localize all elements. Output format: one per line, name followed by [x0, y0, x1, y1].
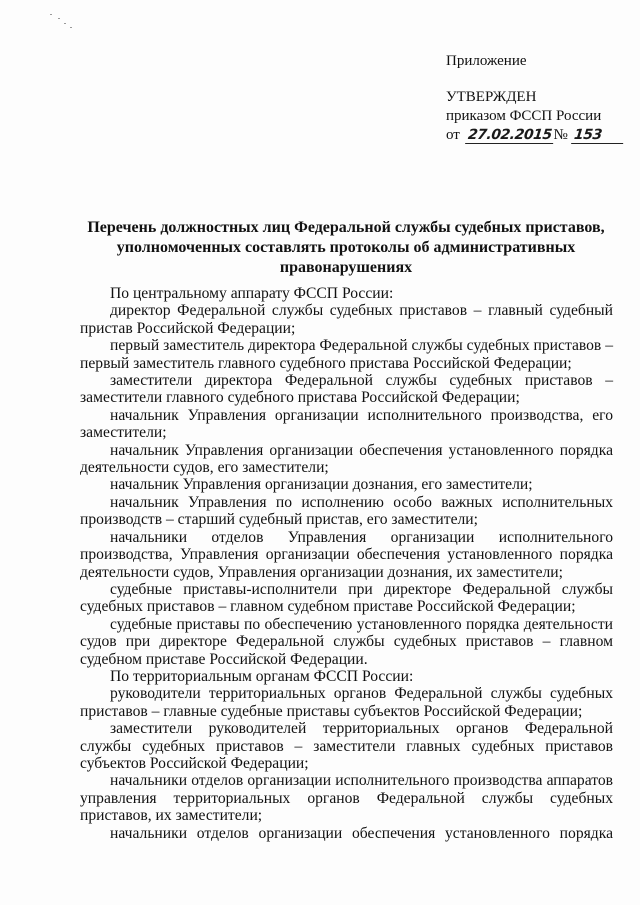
list-item: судебные приставы-исполнители при директоре Федеральной службы судебных приставов – главном судебном приставе Российской Федерации; — [80, 580, 613, 616]
date-prefix: от — [446, 127, 460, 143]
section-heading: По центральному аппарату ФССП России: — [110, 285, 394, 302]
list-item: начальники отделов организации исполнительного производства аппаратов управления территориальных органов Федеральной службы судебных приставов, их заместители; — [80, 772, 613, 825]
handwritten-number: 153 — [571, 127, 625, 144]
list-item: заместители директора Федеральной службы судебных приставов – заместители главного судебного пристава Российской Федерации; — [80, 372, 613, 407]
list-item: первый заместитель директора Федеральной службы судебных приставов – первый заместитель главного судебного пристава Российской Федерации; — [80, 337, 613, 372]
list-item: начальник Управления организации обеспечения установленного порядка деятельности судов, его заместители; — [80, 441, 613, 477]
section-heading: По территориальным органам ФССП России: — [110, 667, 414, 685]
scan-artifact — [50, 14, 80, 34]
list-item: руководители территориальных органов Федеральной службы судебных приставов – главные судебные приставы субъектов Российской Федерации; — [80, 685, 613, 720]
appendix-label: Приложение — [446, 53, 527, 69]
title-line: Перечень должностных лиц Федеральной службы судебных приставов, — [87, 219, 605, 236]
list-item: начальники отделов организации обеспечения установленного порядка — [110, 824, 613, 842]
number-sign: № — [553, 127, 568, 143]
order-line: приказом ФССП России — [446, 108, 602, 124]
document-title — [80, 218, 612, 278]
approval-block — [446, 52, 636, 145]
list-item: начальник Управления организации исполнительного производства, его заместители; — [80, 406, 613, 442]
list-item: директор Федеральной службы судебных приставов – главный судебный пристав Российской Федерации; — [80, 302, 613, 337]
handwritten-date: 27.02.2015 — [465, 127, 554, 144]
title-line: уполномоченных составлять протоколы об административных — [116, 239, 576, 256]
title-line: правонарушениях — [279, 259, 413, 276]
list-item: начальники отделов Управления организации исполнительного производства, Управления организации обеспечения установленного порядка деятельности судов, Управления организации дознания, их заместители; — [80, 528, 613, 581]
document-body — [80, 285, 613, 842]
list-item: судебные приставы по обеспечению установленного порядка деятельности судов при директоре Федеральной службы судебных приставов – главном судебном приставе Российской Федерации. — [80, 615, 613, 668]
approved-label: УТВЕРЖДЕН — [446, 89, 537, 105]
list-item: начальник Управления по исполнению особо важных исполнительных производств – старший судебный пристав, его заместители; — [80, 493, 613, 529]
order-date-line — [446, 126, 636, 145]
list-item: начальник Управления организации дознания, его заместители; — [110, 476, 533, 494]
list-item: заместители руководителей территориальных органов Федеральной службы судебных приставов – заместители главных судебных приставов субъектов Российской Федерации; — [80, 720, 613, 772]
